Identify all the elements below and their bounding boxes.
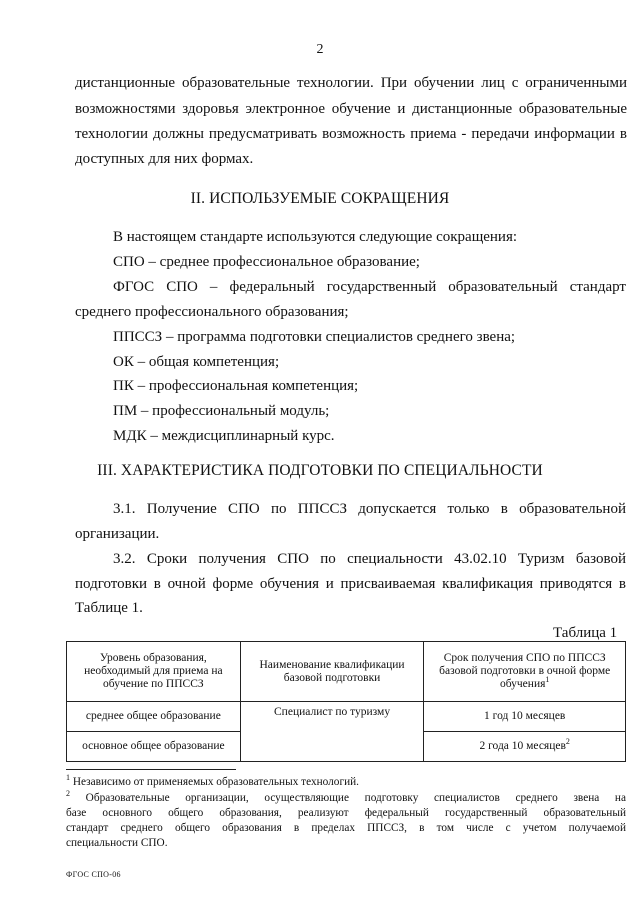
- section-3-heading: III. ХАРАКТЕРИСТИКА ПОДГОТОВКИ ПО СПЕЦИАЛЬНОСТИ: [97, 462, 543, 479]
- row-2-term: [424, 732, 626, 762]
- row-2-term-text: 2 года 10 месяцев: [479, 740, 566, 752]
- abbr-fgos-line-2: среднего профессионального образования;: [75, 304, 349, 320]
- table-row: [67, 702, 626, 732]
- intro-line-2: возможностями здоровья электронное обучение и дистанционные образовательные: [75, 101, 627, 117]
- footnote-2-line-4: специальности СПО.: [66, 837, 168, 849]
- abbr-spo: СПО – среднее профессиональное образование;: [113, 254, 420, 270]
- para-3-2-line-2: подготовки в очной форме обучения и присваиваемая квалификация приводятся в: [75, 576, 626, 592]
- section-2-heading: II. ИСПОЛЬЗУЕМЫЕ СОКРАЩЕНИЯ: [190, 190, 450, 207]
- abbr-pk: ПК – профессиональная компетенция;: [113, 378, 359, 394]
- footnote-2-line-3: стандарт среднего общего образования в пределах ППССЗ, в том числе с учетом получаемой: [66, 822, 626, 834]
- abbr-mdk: МДК – междисциплинарный курс.: [113, 428, 335, 444]
- document-code-footer: ФГОС СПО-06: [66, 870, 121, 879]
- qualification-cell: Специалист по туризму: [240, 702, 424, 762]
- para-3-1-line-1: 3.1. Получение СПО по ППССЗ допускается только в образовательной: [113, 501, 626, 517]
- header-education-level: Уровень образования, необходимый для приема на обучение по ППССЗ: [67, 642, 241, 702]
- row-2-level: основное общее образование: [67, 732, 241, 762]
- footnote-separator: [66, 769, 236, 770]
- abbr-fgos-line-1: ФГОС СПО – федеральный государственный образовательный стандарт: [113, 279, 626, 295]
- row-1-level: среднее общее образование: [67, 702, 241, 732]
- page-number: 2: [316, 42, 324, 57]
- footnote-ref-1: 1: [545, 675, 550, 685]
- footnote-1-mark: 1: [66, 773, 70, 783]
- footnote-2-line-1: [66, 791, 626, 805]
- header-term-text: Срок получения СПО по ППССЗ базовой подготовки в очной форме обучения: [439, 652, 611, 690]
- table-caption: Таблица 1: [553, 625, 618, 641]
- intro-line-4: доступных для них формах.: [75, 151, 254, 167]
- footnote-1: [66, 775, 359, 789]
- intro-line-3: технологии должны предусматривать возможность приема - передачи информации в: [75, 126, 627, 142]
- footnote-2-line-2: базе основного общего образования, реализуют федеральный государственный образовательный: [66, 807, 626, 819]
- footnote-1-text: Независимо от применяемых образовательных технологий.: [72, 776, 359, 788]
- header-qualification: Наименование квалификации базовой подготовки: [240, 642, 424, 702]
- abbr-ok: ОК – общая компетенция;: [113, 354, 280, 370]
- para-3-1-line-2: организации.: [75, 526, 160, 542]
- qualification-table: [66, 641, 626, 762]
- header-term: [424, 642, 626, 702]
- para-3-2-line-1: 3.2. Сроки получения СПО по специальности 43.02.10 Туризм базовой: [113, 551, 626, 567]
- abbr-pm: ПМ – профессиональный модуль;: [113, 403, 330, 419]
- row-1-term-text: 1 год 10 месяцев: [484, 710, 566, 722]
- footnote-ref-2: 2: [565, 737, 570, 747]
- abbr-ppssz: ППССЗ – программа подготовки специалистов среднего звена;: [113, 329, 516, 345]
- footnote-2-mark: 2: [66, 789, 70, 799]
- abbreviations-lead: В настоящем стандарте используются следующие сокращения:: [113, 229, 518, 245]
- row-1-term: [424, 702, 626, 732]
- intro-line-1: дистанционные образовательные технологии. При обучении лиц с ограниченными: [75, 75, 627, 91]
- table-header-row: [67, 642, 626, 702]
- footnote-2-text-1: Образовательные организации, осуществляющие подготовку специалистов среднего звена на: [85, 792, 626, 804]
- para-3-2-line-3: Таблице 1.: [75, 600, 143, 616]
